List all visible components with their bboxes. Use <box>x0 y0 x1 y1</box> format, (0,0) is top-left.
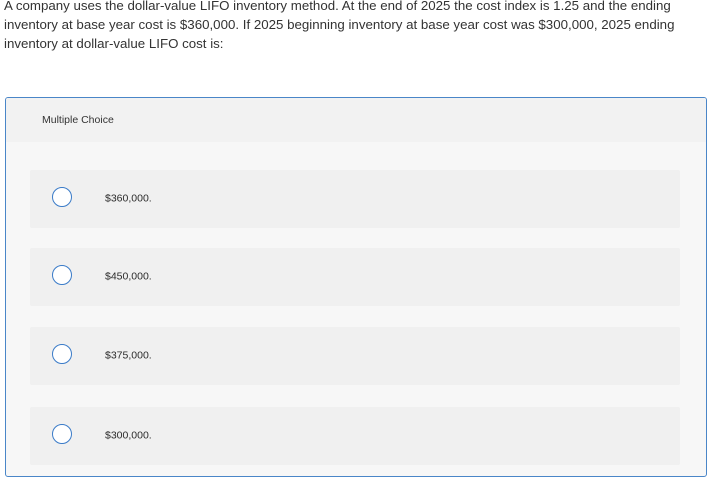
answer-option-2[interactable] <box>30 248 680 306</box>
radio-button-icon[interactable] <box>52 187 72 207</box>
radio-button-icon[interactable] <box>52 265 72 285</box>
multiple-choice-card <box>5 97 707 477</box>
question-text: A company uses the dollar-value LIFO inventory method. At the end of 2025 the cost index is 1.25 and the ending inventory at base year cost is $360,000. If 2025 beginning inventory at base year cost was $300,000, 2025 ending inventory at dollar-value LIFO cost is: <box>4 0 675 51</box>
card-header <box>6 98 706 142</box>
card-title: Multiple Choice <box>42 114 114 126</box>
answer-option-label: $300,000. <box>105 429 152 442</box>
answer-option-label: $360,000. <box>105 192 152 205</box>
answer-option-3[interactable] <box>30 327 680 385</box>
radio-button-icon[interactable] <box>52 344 72 364</box>
answer-option-label: $450,000. <box>105 270 152 283</box>
answer-option-label: $375,000. <box>105 349 152 362</box>
radio-button-icon[interactable] <box>52 424 72 444</box>
answer-option-4[interactable] <box>30 407 680 465</box>
answer-option-1[interactable] <box>30 170 680 228</box>
